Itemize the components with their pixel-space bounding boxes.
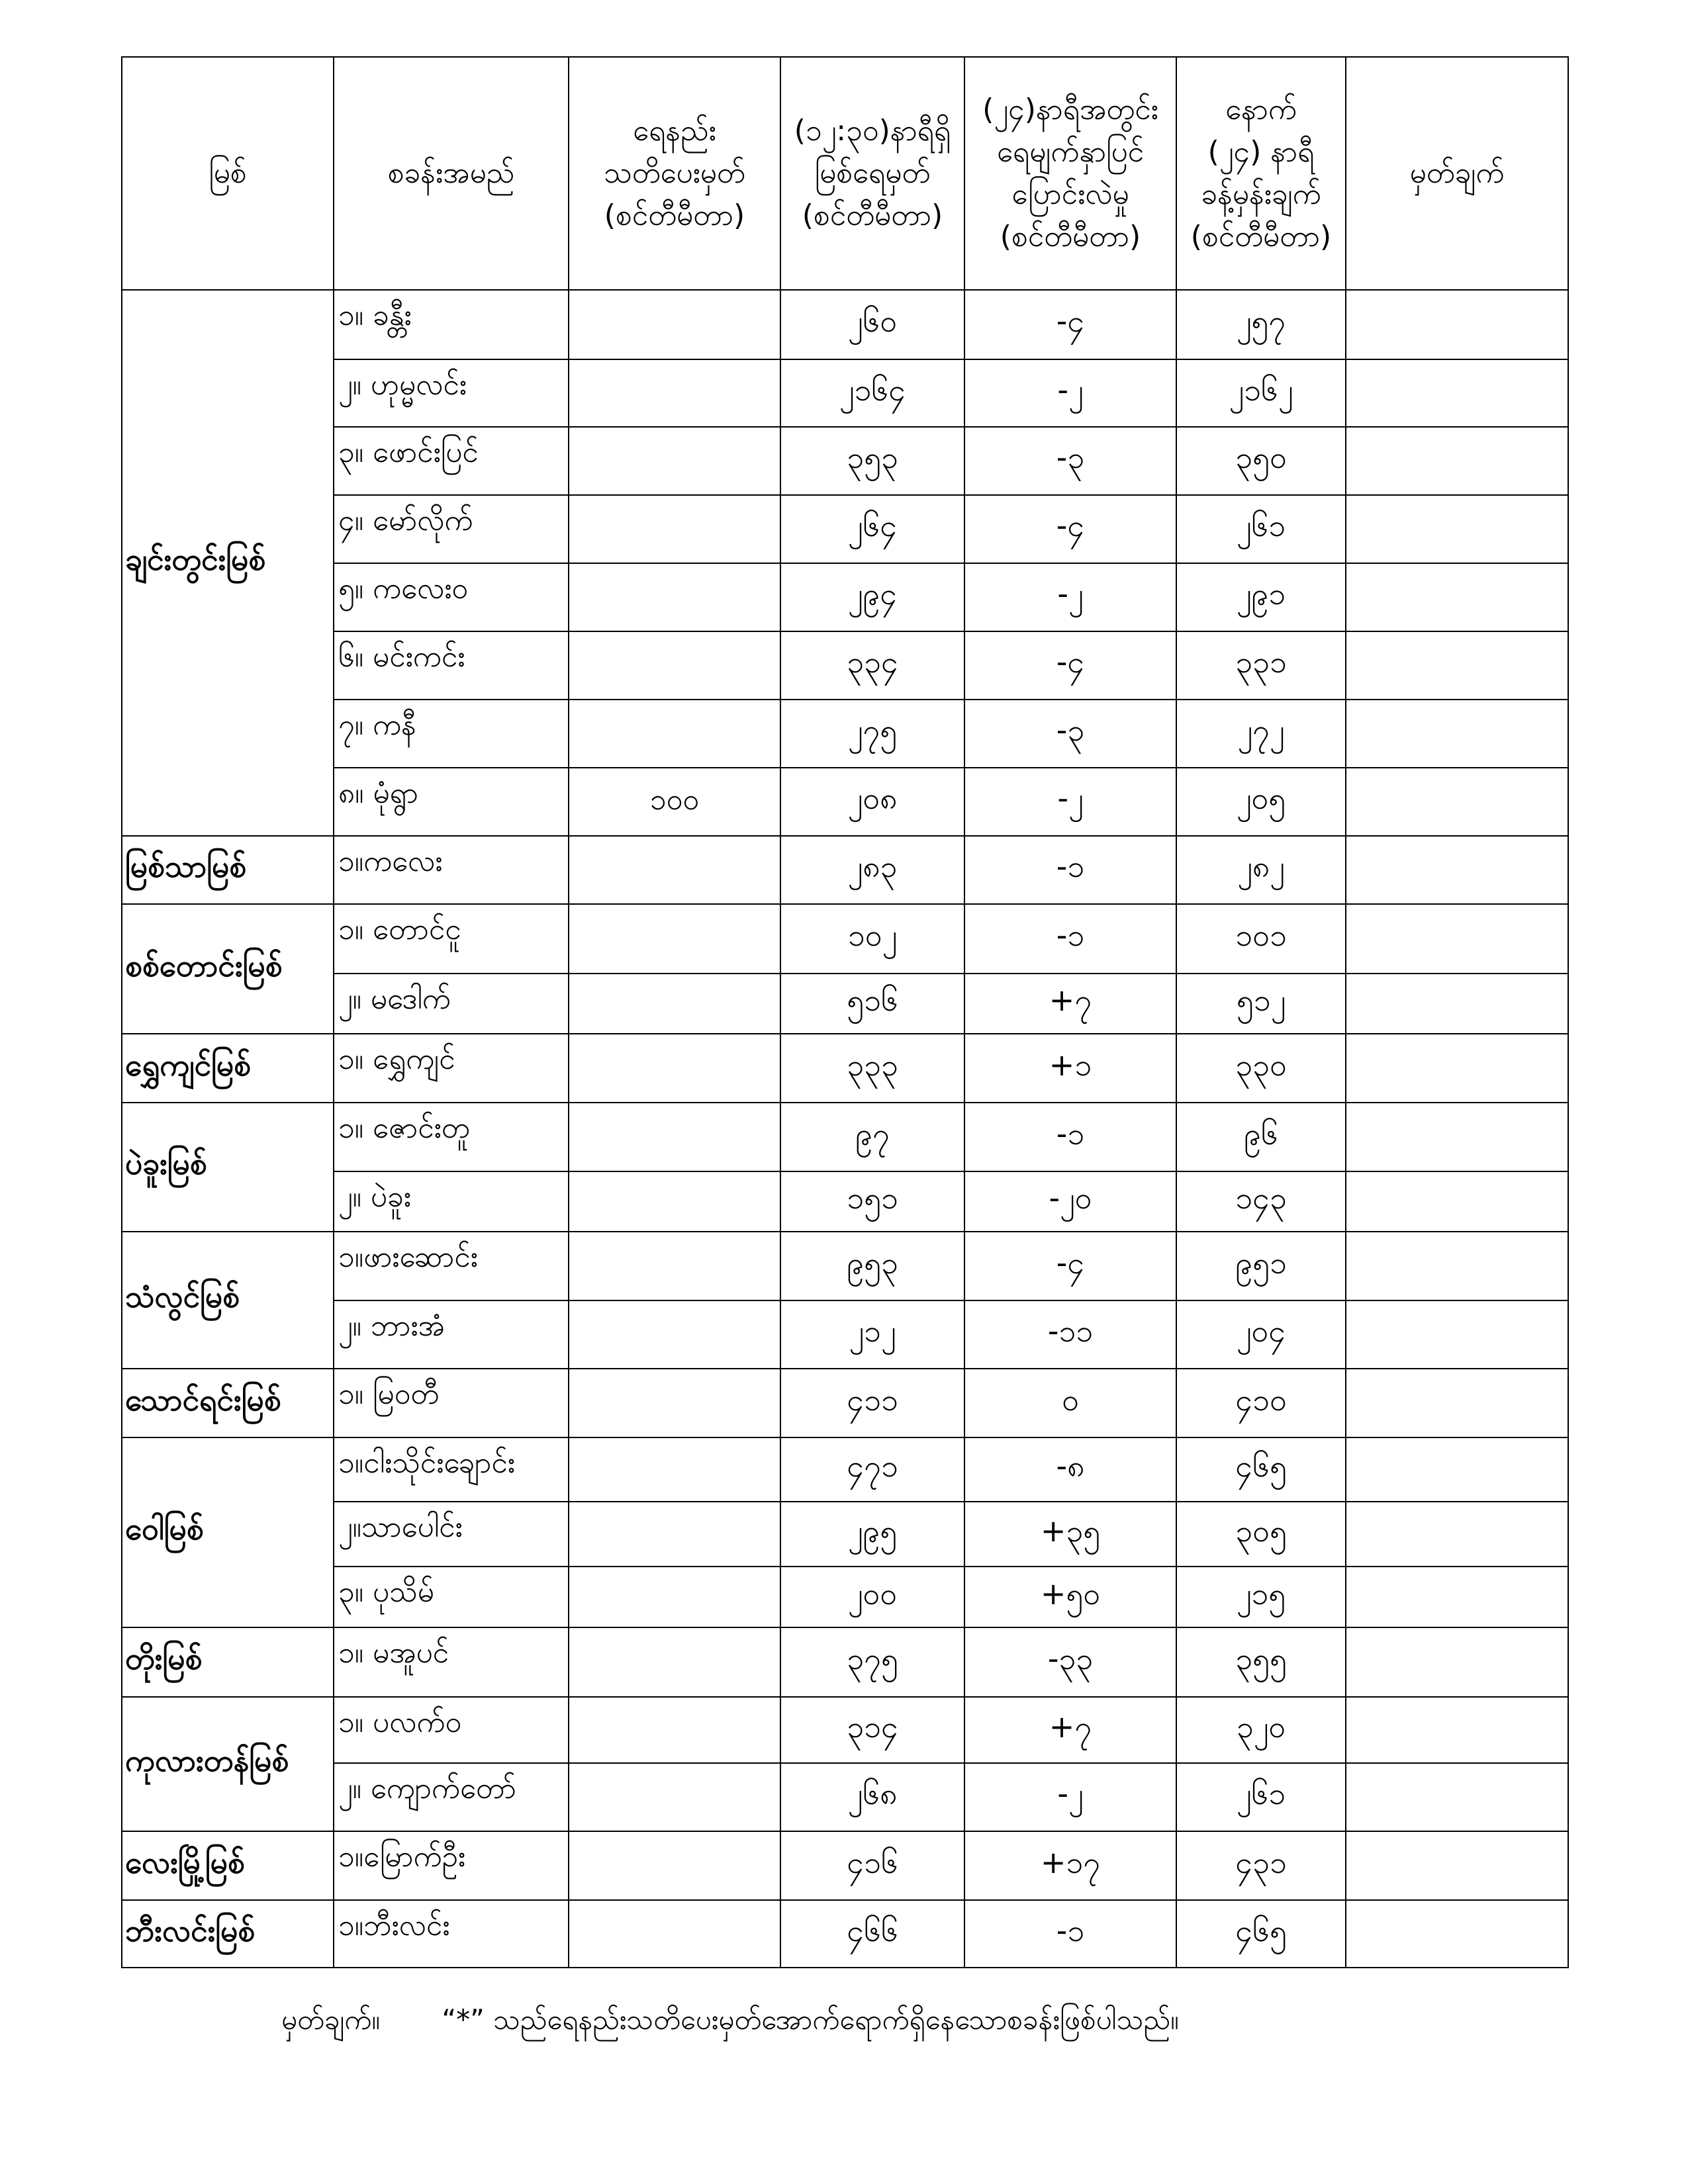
warning-level	[569, 1369, 780, 1437]
footnote-text: “*” သည်ရေနည်းသတိပေးမှတ်အောက်ရောက်ရှိနေသောစခန်းဖြစ်ပါသည်။	[442, 2003, 1179, 2036]
table-row	[122, 974, 1568, 1034]
level-change: -၈	[964, 1437, 1176, 1502]
table-row	[122, 1171, 1568, 1232]
table-row	[122, 290, 1568, 359]
warning-level	[569, 563, 780, 631]
table-row	[122, 1502, 1568, 1567]
warning-level	[569, 1437, 780, 1502]
level-forecast: ၂၅၇	[1176, 290, 1346, 359]
remark	[1346, 495, 1568, 563]
river-level-table	[121, 56, 1569, 1968]
remark	[1346, 700, 1568, 768]
remark	[1346, 563, 1568, 631]
water-level: ၂၀၀	[780, 1567, 964, 1627]
water-level: ၄၇၁	[780, 1437, 964, 1502]
warning-level	[569, 700, 780, 768]
level-change: +၇	[964, 974, 1176, 1034]
table-row	[122, 1437, 1568, 1502]
water-level: ၄၁၆	[780, 1831, 964, 1900]
remark	[1346, 1437, 1568, 1502]
level-forecast: ၁၄၃	[1176, 1171, 1346, 1232]
warning-level	[569, 1171, 780, 1232]
level-forecast: ၂၉၁	[1176, 563, 1346, 631]
water-level: ၉၅၃	[780, 1232, 964, 1300]
water-level: ၃၅၃	[780, 427, 964, 495]
water-level: ၁၀၂	[780, 904, 964, 974]
table-row	[122, 768, 1568, 836]
station-name: ၂။ ပဲခူး	[334, 1171, 569, 1232]
remark	[1346, 1627, 1568, 1697]
table-row	[122, 427, 1568, 495]
table-row	[122, 1900, 1568, 1968]
level-forecast: ၃၂၀	[1176, 1697, 1346, 1763]
table-row	[122, 1763, 1568, 1831]
remark	[1346, 1300, 1568, 1369]
table-row	[122, 1034, 1568, 1103]
level-change: +၅၀	[964, 1567, 1176, 1627]
table-row	[122, 495, 1568, 563]
level-change: -၂၀	[964, 1171, 1176, 1232]
level-forecast: ၄၁၀	[1176, 1369, 1346, 1437]
table-row	[122, 1300, 1568, 1369]
header-water-level: (၁၂:၃၀)နာရီရှိ မြစ်ရေမှတ် (စင်တီမီတာ)	[780, 57, 964, 290]
station-name: ၁။ ပလက်ဝ	[334, 1697, 569, 1763]
water-level: ၃၃၄	[780, 631, 964, 700]
water-level: ၂၉၄	[780, 563, 964, 631]
level-forecast: ၉၅၁	[1176, 1232, 1346, 1300]
station-name: ၁။ကလေး	[334, 836, 569, 904]
station-name: ၁။ငါးသိုင်းချောင်း	[334, 1437, 569, 1502]
remark	[1346, 290, 1568, 359]
level-forecast: ၂၁၅	[1176, 1567, 1346, 1627]
station-name: ၆။ မင်းကင်း	[334, 631, 569, 700]
remark	[1346, 631, 1568, 700]
level-forecast: ၃၀၅	[1176, 1502, 1346, 1567]
table-row	[122, 1103, 1568, 1171]
level-forecast: ၄၃၁	[1176, 1831, 1346, 1900]
station-name: ၁။မြောက်ဦး	[334, 1831, 569, 1900]
level-change: -၁၁	[964, 1300, 1176, 1369]
river-name: မြစ်သာမြစ်	[122, 836, 334, 904]
level-change: ၀	[964, 1369, 1176, 1437]
station-name: ၈။ မုံရွာ	[334, 768, 569, 836]
header-warning-level: ရေနည်း သတိပေးမှတ် (စင်တီမီတာ)	[569, 57, 780, 290]
station-name: ၄။ မော်လိုက်	[334, 495, 569, 563]
remark	[1346, 1697, 1568, 1763]
station-name: ၂။ မဒေါက်	[334, 974, 569, 1034]
warning-level	[569, 1763, 780, 1831]
warning-level: ၁၀၀	[569, 768, 780, 836]
level-change: +၇	[964, 1697, 1176, 1763]
level-change: -၃	[964, 427, 1176, 495]
warning-level	[569, 1900, 780, 1968]
level-change: +၁	[964, 1034, 1176, 1103]
warning-level	[569, 1567, 780, 1627]
level-change: -၂	[964, 359, 1176, 427]
station-name: ၁။ဘီးလင်း	[334, 1900, 569, 1968]
station-name: ၂။သာပေါင်း	[334, 1502, 569, 1567]
river-name: ပဲခူးမြစ်	[122, 1103, 334, 1232]
level-forecast: ၃၅၅	[1176, 1627, 1346, 1697]
remark	[1346, 427, 1568, 495]
table-row	[122, 1627, 1568, 1697]
warning-level	[569, 836, 780, 904]
warning-level	[569, 1300, 780, 1369]
warning-level	[569, 1232, 780, 1300]
level-change: -၄	[964, 495, 1176, 563]
water-level: ၄၆၆	[780, 1900, 964, 1968]
remark	[1346, 359, 1568, 427]
level-forecast: ၂၀၄	[1176, 1300, 1346, 1369]
remark	[1346, 768, 1568, 836]
water-level: ၉၇	[780, 1103, 964, 1171]
level-forecast: ၃၃၀	[1176, 1034, 1346, 1103]
level-forecast: ၂၀၅	[1176, 768, 1346, 836]
table-row	[122, 1369, 1568, 1437]
level-change: -၁	[964, 904, 1176, 974]
warning-level	[569, 1831, 780, 1900]
river-name: ရွှေကျင်မြစ်	[122, 1034, 334, 1103]
station-name: ၁။ မြဝတီ	[334, 1369, 569, 1437]
level-forecast: ၃၃၁	[1176, 631, 1346, 700]
warning-level	[569, 1697, 780, 1763]
river-name: ဘီးလင်းမြစ်	[122, 1900, 334, 1968]
remark	[1346, 1369, 1568, 1437]
table-row	[122, 700, 1568, 768]
header-station: စခန်းအမည်	[334, 57, 569, 290]
warning-level	[569, 495, 780, 563]
level-change: -၄	[964, 631, 1176, 700]
header-remark: မှတ်ချက်	[1346, 57, 1568, 290]
warning-level	[569, 359, 780, 427]
remark	[1346, 904, 1568, 974]
water-level: ၂၁၂	[780, 1300, 964, 1369]
warning-level	[569, 631, 780, 700]
warning-level	[569, 904, 780, 974]
station-name: ၂။ ကျောက်တော်	[334, 1763, 569, 1831]
header-river: မြစ်	[122, 57, 334, 290]
table-header	[122, 57, 1568, 290]
table-row	[122, 904, 1568, 974]
station-name: ၁။ ဇောင်းတူ	[334, 1103, 569, 1171]
table-row	[122, 631, 1568, 700]
river-name: ဝေါမြစ်	[122, 1437, 334, 1627]
level-change: -၂	[964, 563, 1176, 631]
remark	[1346, 974, 1568, 1034]
footnote-label: မှတ်ချက်။	[281, 2003, 380, 2036]
remark	[1346, 1034, 1568, 1103]
table-row	[122, 1232, 1568, 1300]
remark	[1346, 1103, 1568, 1171]
level-forecast: ၂၇၂	[1176, 700, 1346, 768]
station-name: ၁။ ခန္တီး	[334, 290, 569, 359]
level-forecast: ၃၅၀	[1176, 427, 1346, 495]
level-change: -၂	[964, 768, 1176, 836]
level-change: -၄	[964, 290, 1176, 359]
water-level: ၅၁၆	[780, 974, 964, 1034]
level-forecast: ၂၆၁	[1176, 495, 1346, 563]
station-name: ၁။ ရွှေကျင်	[334, 1034, 569, 1103]
water-level: ၂၁၆၄	[780, 359, 964, 427]
river-name: တိုးမြစ်	[122, 1627, 334, 1697]
water-level: ၃၃၃	[780, 1034, 964, 1103]
table-row	[122, 1831, 1568, 1900]
station-name: ၇။ ကနီ	[334, 700, 569, 768]
level-forecast: ၂၈၂	[1176, 836, 1346, 904]
station-name: ၁။ဖားဆောင်း	[334, 1232, 569, 1300]
station-name: ၃။ ဖောင်းပြင်	[334, 427, 569, 495]
river-name: သံလွင်မြစ်	[122, 1232, 334, 1369]
remark	[1346, 1502, 1568, 1567]
level-forecast: ၁၀၁	[1176, 904, 1346, 974]
station-name: ၁။ တောင်ငူ	[334, 904, 569, 974]
table-row	[122, 359, 1568, 427]
header-forecast: နောက် (၂၄) နာရီ ခန့်မှန်းချက် (စင်တီမီတာ)	[1176, 57, 1346, 290]
remark	[1346, 1171, 1568, 1232]
water-level: ၁၅၁	[780, 1171, 964, 1232]
remark	[1346, 1900, 1568, 1968]
warning-level	[569, 1627, 780, 1697]
remark	[1346, 1831, 1568, 1900]
remark	[1346, 1232, 1568, 1300]
water-level: ၂၉၅	[780, 1502, 964, 1567]
level-change: -၂	[964, 1763, 1176, 1831]
table-row	[122, 836, 1568, 904]
table-row	[122, 1567, 1568, 1627]
level-change: -၃	[964, 700, 1176, 768]
station-name: ၃။ ပုသိမ်	[334, 1567, 569, 1627]
level-change: -၃၃	[964, 1627, 1176, 1697]
warning-level	[569, 1103, 780, 1171]
water-level: ၃၇၅	[780, 1627, 964, 1697]
level-change: +၁၇	[964, 1831, 1176, 1900]
table-body	[122, 290, 1568, 1968]
warning-level	[569, 1502, 780, 1567]
water-level: ၃၁၄	[780, 1697, 964, 1763]
station-name: ၁။ မအူပင်	[334, 1627, 569, 1697]
water-level: ၂၀၈	[780, 768, 964, 836]
level-change: -၁	[964, 836, 1176, 904]
water-level: ၂၆၄	[780, 495, 964, 563]
level-change: -၁	[964, 1103, 1176, 1171]
level-forecast: ၂၁၆၂	[1176, 359, 1346, 427]
header-24h-change: (၂၄)နာရီအတွင်း ရေမျက်နှာပြင် ပြောင်းလဲမှု (စင်တီမီတာ)	[964, 57, 1176, 290]
level-change: -၁	[964, 1900, 1176, 1968]
remark	[1346, 1567, 1568, 1627]
warning-level	[569, 974, 780, 1034]
level-change: -၄	[964, 1232, 1176, 1300]
station-name: ၂။ ဟုမ္မလင်း	[334, 359, 569, 427]
station-name: ၂။ ဘားအံ	[334, 1300, 569, 1369]
level-forecast: ၄၆၅	[1176, 1437, 1346, 1502]
warning-level	[569, 427, 780, 495]
remark	[1346, 1763, 1568, 1831]
river-name: သောင်ရင်းမြစ်	[122, 1369, 334, 1437]
water-level: ၄၁၁	[780, 1369, 964, 1437]
warning-level	[569, 290, 780, 359]
water-level: ၂၆၀	[780, 290, 964, 359]
level-forecast: ၄၆၅	[1176, 1900, 1346, 1968]
water-level: ၂၈၃	[780, 836, 964, 904]
table-row	[122, 563, 1568, 631]
remark	[1346, 836, 1568, 904]
level-change: +၃၅	[964, 1502, 1176, 1567]
level-forecast: ၅၁၂	[1176, 974, 1346, 1034]
level-forecast: ၂၆၁	[1176, 1763, 1346, 1831]
water-level: ၂၇၅	[780, 700, 964, 768]
warning-level	[569, 1034, 780, 1103]
table-row	[122, 1697, 1568, 1763]
level-forecast: ၉၆	[1176, 1103, 1346, 1171]
water-level: ၂၆၈	[780, 1763, 964, 1831]
river-name: စစ်တောင်းမြစ်	[122, 904, 334, 1034]
station-name: ၅။ ကလေးဝ	[334, 563, 569, 631]
river-name: လေးမြို့မြစ်	[122, 1831, 334, 1900]
river-name: ကုလားတန်မြစ်	[122, 1697, 334, 1831]
river-name: ချင်းတွင်းမြစ်	[122, 290, 334, 836]
footnote	[281, 2002, 1179, 2043]
